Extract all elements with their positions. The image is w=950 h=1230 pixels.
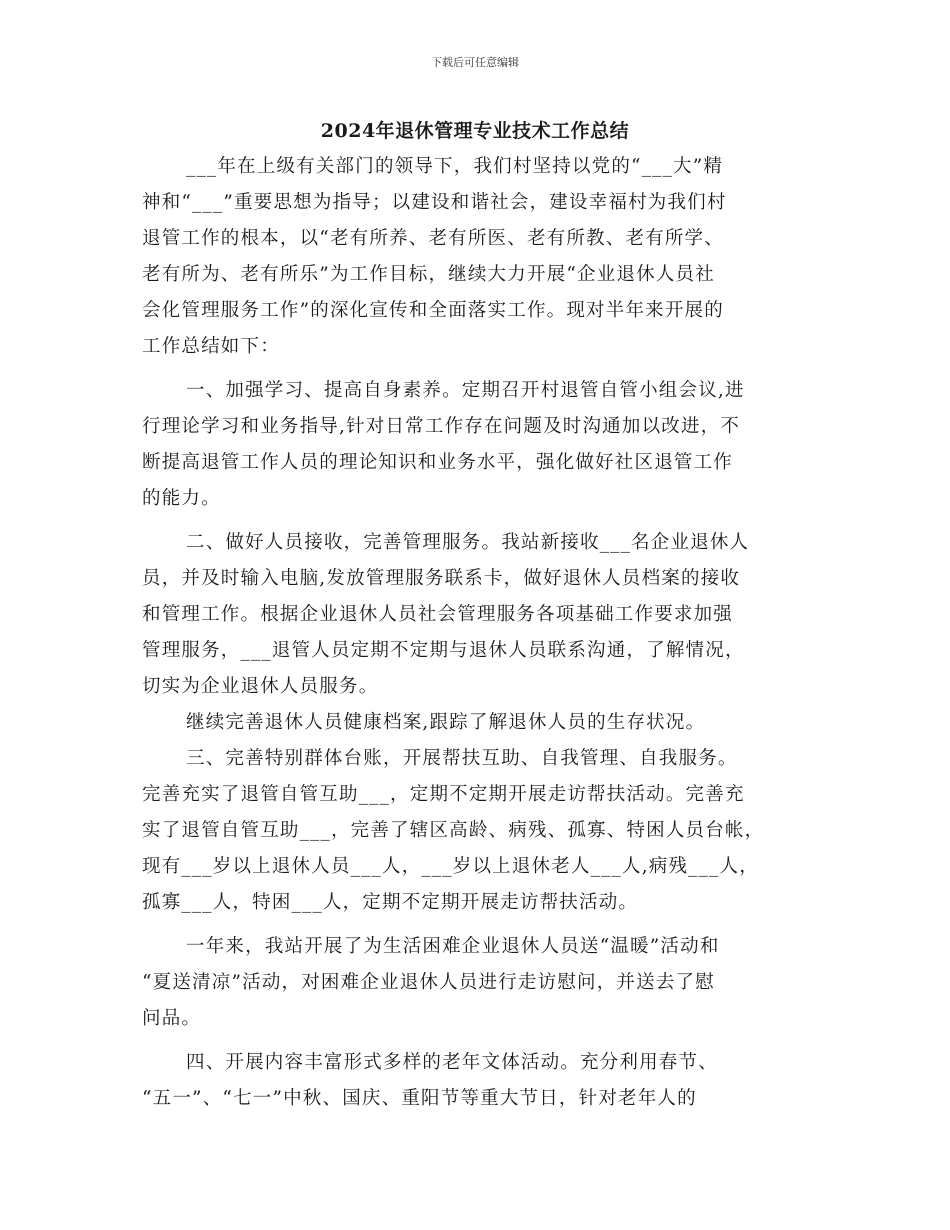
body-line: “五一”、“七一”中秋、国庆、重阳节等重大节日，针对老年人的 [142,1088,697,1109]
body-line: 切实为企业退休人员服务。 [142,676,379,697]
body-line: 完善充实了退管自管互助___，定期不定期开展走访帮扶活动。完善充 [142,784,745,805]
body-line: 断提高退管工作人员的理论知识和业务水平，强化做好社区退管工作 [142,452,734,473]
body-line: 的能力。 [142,488,221,509]
body-line: 一年来，我站开展了为生活困难企业退休人员送“温暖”活动和 [186,936,720,957]
body-line: 管理服务，___退管人员定期不定期与退休人员联系沟通，了解情况， [142,640,745,661]
body-line: 四、开展内容丰富形式多样的老年文体活动。充分利用春节、 [186,1052,718,1073]
body-line: 神和“___”重要思想为指导；以建设和谐社会，建设幸福村为我们村 [142,192,727,213]
header-note: 下载后可任意编辑 [431,56,519,69]
body-line: 三、完善特别群体台账，开展帮扶互助、自我管理、自我服务。 [186,748,738,769]
body-line: 一、加强学习、提高自身素养。定期召开村退管自管小组会议,进 [186,380,745,401]
body-line: 和管理工作。根据企业退休人员社会管理服务各项基础工作要求加强 [142,604,734,625]
body-line: 会化管理服务工作”的深化宣传和全面落实工作。现对半年来开展的 [142,300,724,321]
body-line: 退管工作的根本，以“老有所养、老有所医、老有所教、老有所学、 [142,228,724,249]
body-line: 继续完善退休人员健康档案,跟踪了解退休人员的生存状况。 [186,712,706,733]
body-line: 老有所为、老有所乐”为工作目标，继续大力开展“企业退休人员社 [142,264,715,285]
body-line: ___年在上级有关部门的领导下，我们村坚持以党的“___大”精 [186,156,724,177]
body-line: 实了退管自管互助___，完善了辖区高龄、病残、孤寡、特困人员台帐， [142,820,765,841]
body-line: 现有___岁以上退休人员___人，___岁以上退休老人___人,病残___人， [142,856,759,877]
body-line: 行理论学习和业务指导,针对日常工作存在问题及时沟通加以改进，不 [142,416,741,437]
body-line: 员，并及时输入电脑,发放管理服务联系卡，做好退休人员档案的接收 [142,568,741,589]
body-line: 孤寡___人，特困___人，定期不定期开展走访帮扶活动。 [142,892,639,913]
body-line: 问品。 [142,1008,202,1029]
document-title: 2024年退休管理专业技术工作总结 [320,120,630,142]
body-line: “夏送清凉”活动，对困难企业退休人员进行走访慰问，并送去了慰 [142,972,715,993]
body-line: 二、做好人员接收，完善管理服务。我站新接收___名企业退休人 [186,532,750,553]
body-line: 工作总结如下： [142,336,280,357]
